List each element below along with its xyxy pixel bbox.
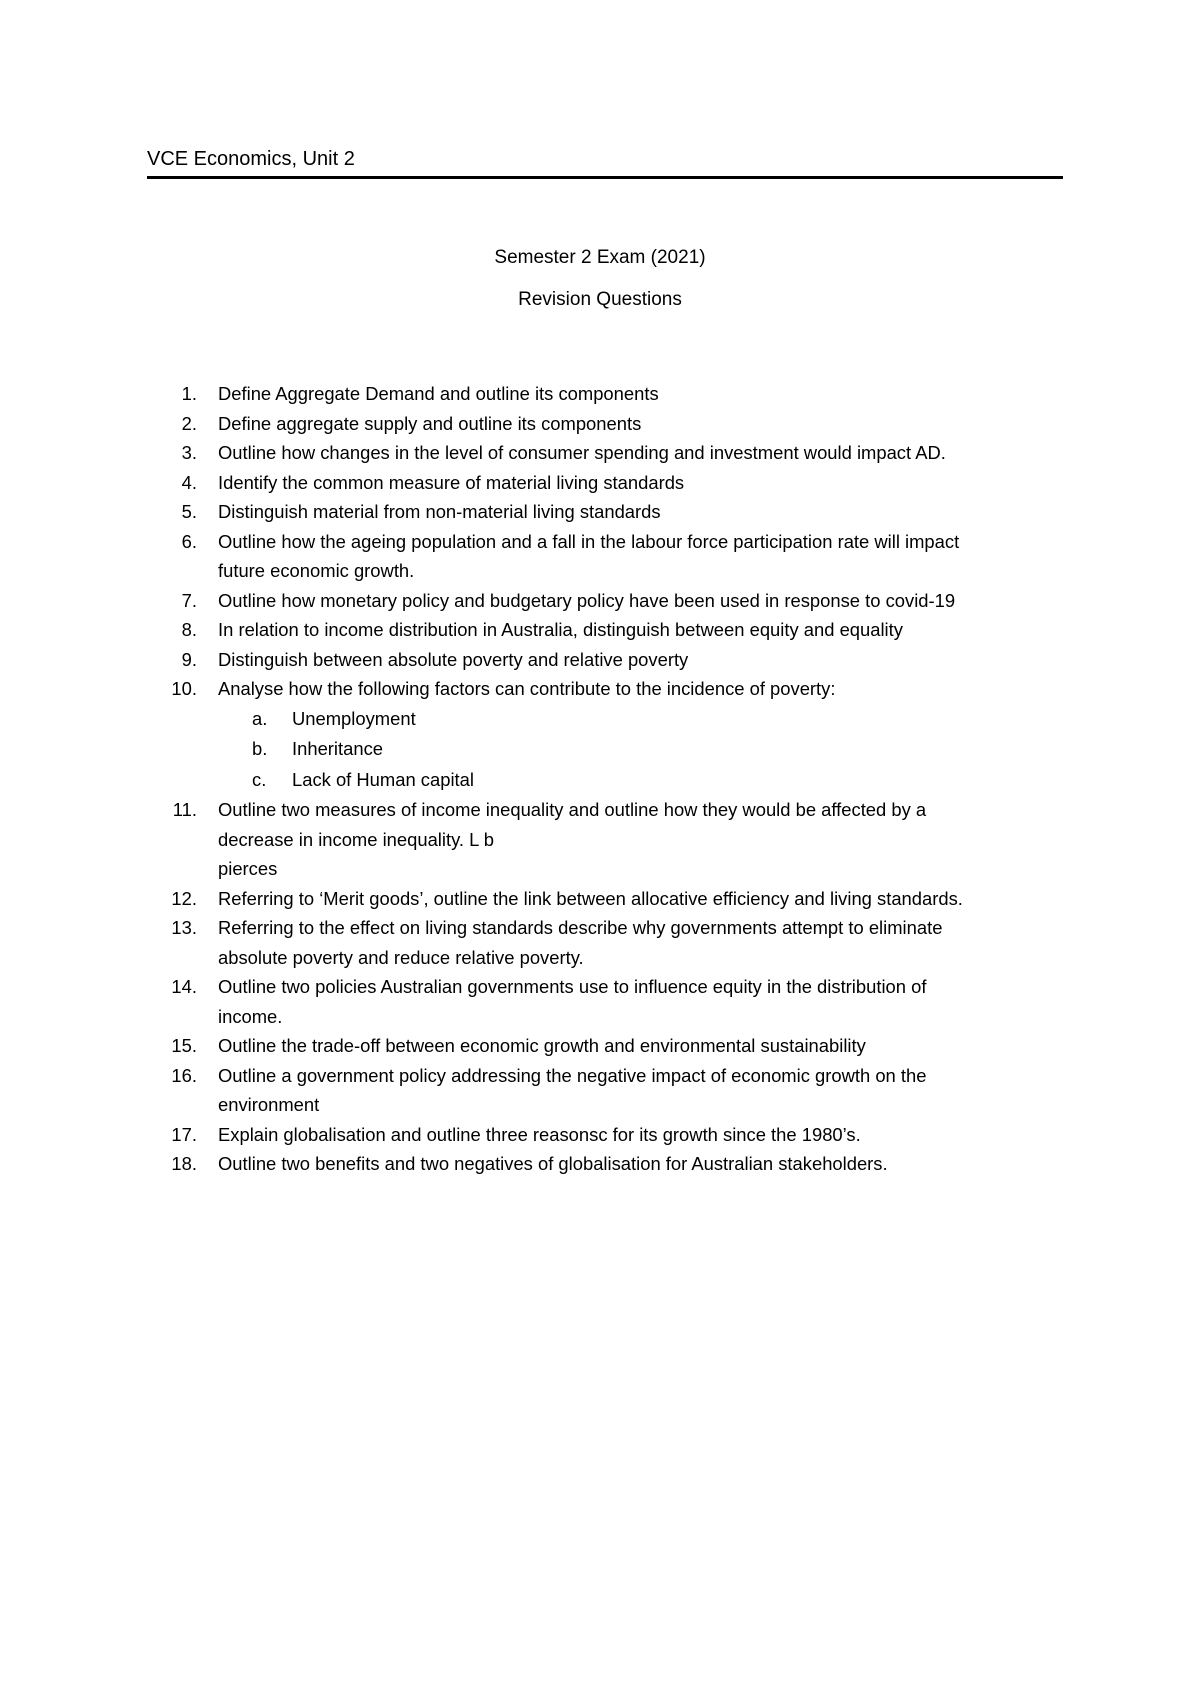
question-item [147, 1149, 1077, 1179]
question-item [147, 615, 1077, 645]
question-number: 9. [181, 648, 197, 670]
sub-item [147, 765, 1077, 796]
question-number: 15. [171, 1035, 197, 1056]
exam-title: Semester 2 Exam (2021) [494, 247, 706, 268]
sub-item-letter: a. [252, 707, 268, 729]
question-number: 14. [171, 976, 197, 997]
question-text-continued: income. [218, 1005, 283, 1027]
question-number: 3. [181, 442, 197, 463]
question-text: Define aggregate supply and outline its components [218, 412, 642, 434]
question-number: 13. [171, 917, 197, 938]
question-text: Outline how changes in the level of consumer spending and investment would impact AD. [218, 442, 946, 463]
sub-item-letter: c. [252, 768, 267, 790]
question-text: Identify the common measure of material living standards [218, 471, 685, 493]
question-item [147, 379, 1077, 409]
question-text: Referring to the effect on living standards describe why governments attempt to eliminate [218, 917, 943, 938]
question-text: Referring to ‘Merit goods’, outline the link between allocative efficiency and living standards. [218, 887, 963, 909]
question-item [147, 1061, 1077, 1120]
question-item [147, 497, 1077, 527]
question-item [147, 1031, 1077, 1061]
question-text: Analyse how the following factors can contribute to the incidence of poverty: [218, 678, 836, 699]
sub-item [147, 734, 1077, 765]
question-item [147, 884, 1077, 914]
question-number: 4. [181, 471, 197, 493]
question-item [147, 972, 1077, 1031]
question-text: Outline two policies Australian governments use to influence equity in the distribution of [218, 976, 927, 997]
sub-item-text: Lack of Human capital [292, 768, 474, 790]
question-number: 18. [171, 1153, 197, 1174]
sub-item-letter: b. [252, 738, 268, 759]
question-text: Explain globalisation and outline three reasonsc for its growth since the 1980’s. [218, 1123, 861, 1145]
question-number: 7. [181, 589, 197, 611]
document-header [147, 146, 1063, 179]
question-text: Outline two measures of income inequality and outline how they would be affected by a [218, 799, 927, 820]
question-text: Distinguish between absolute poverty and relative poverty [218, 648, 689, 670]
question-item [147, 409, 1077, 439]
question-number: 2. [181, 412, 197, 434]
question-text: Outline how the ageing population and a fall in the labour force participation rate will impact [218, 530, 960, 552]
question-text-continued: pierces [218, 858, 278, 879]
question-text: Outline the trade-off between economic growth and environmental sustainability [218, 1035, 866, 1056]
question-text: Distinguish material from non-material living standards [218, 501, 661, 522]
question-number: 8. [181, 619, 197, 640]
sub-item-text: Inheritance [292, 738, 383, 759]
question-number: 1. [181, 383, 197, 404]
question-item [147, 913, 1077, 972]
header-text: VCE Economics, Unit 2 [147, 148, 355, 170]
question-item [147, 527, 1077, 586]
question-text: Outline two benefits and two negatives of globalisation for Australian stakeholders. [218, 1153, 888, 1174]
sub-item-text: Unemployment [292, 707, 416, 729]
question-text-continued: environment [218, 1094, 320, 1115]
question-list [147, 379, 1077, 1179]
question-text: Define Aggregate Demand and outline its components [218, 383, 659, 404]
sub-item [147, 704, 1077, 735]
question-number: 16. [171, 1064, 197, 1086]
question-text-continued: decrease in income inequality. L b [218, 828, 495, 850]
question-text: In relation to income distribution in Australia, distinguish between equity and equality [218, 619, 903, 640]
question-number: 17. [171, 1123, 197, 1145]
question-item [147, 586, 1077, 616]
exam-subtitle: Revision Questions [518, 289, 682, 310]
question-number: 5. [181, 501, 197, 522]
question-text-continued: absolute poverty and reduce relative poverty. [218, 946, 584, 968]
question-item [147, 674, 1077, 704]
question-text: Outline a government policy addressing the negative impact of economic growth on the [218, 1064, 927, 1086]
question-text: Outline how monetary policy and budgetary policy have been used in response to covid-19 [218, 589, 956, 611]
question-number: 10. [171, 678, 197, 699]
question-number: 6. [181, 530, 197, 552]
question-item [147, 645, 1077, 675]
question-number: 12. [171, 887, 197, 909]
question-item [147, 1120, 1077, 1150]
question-item [147, 468, 1077, 498]
question-number: 11. [172, 799, 197, 820]
question-text-continued: future economic growth. [218, 560, 415, 581]
question-item [147, 438, 1077, 468]
question-item [147, 795, 1077, 884]
